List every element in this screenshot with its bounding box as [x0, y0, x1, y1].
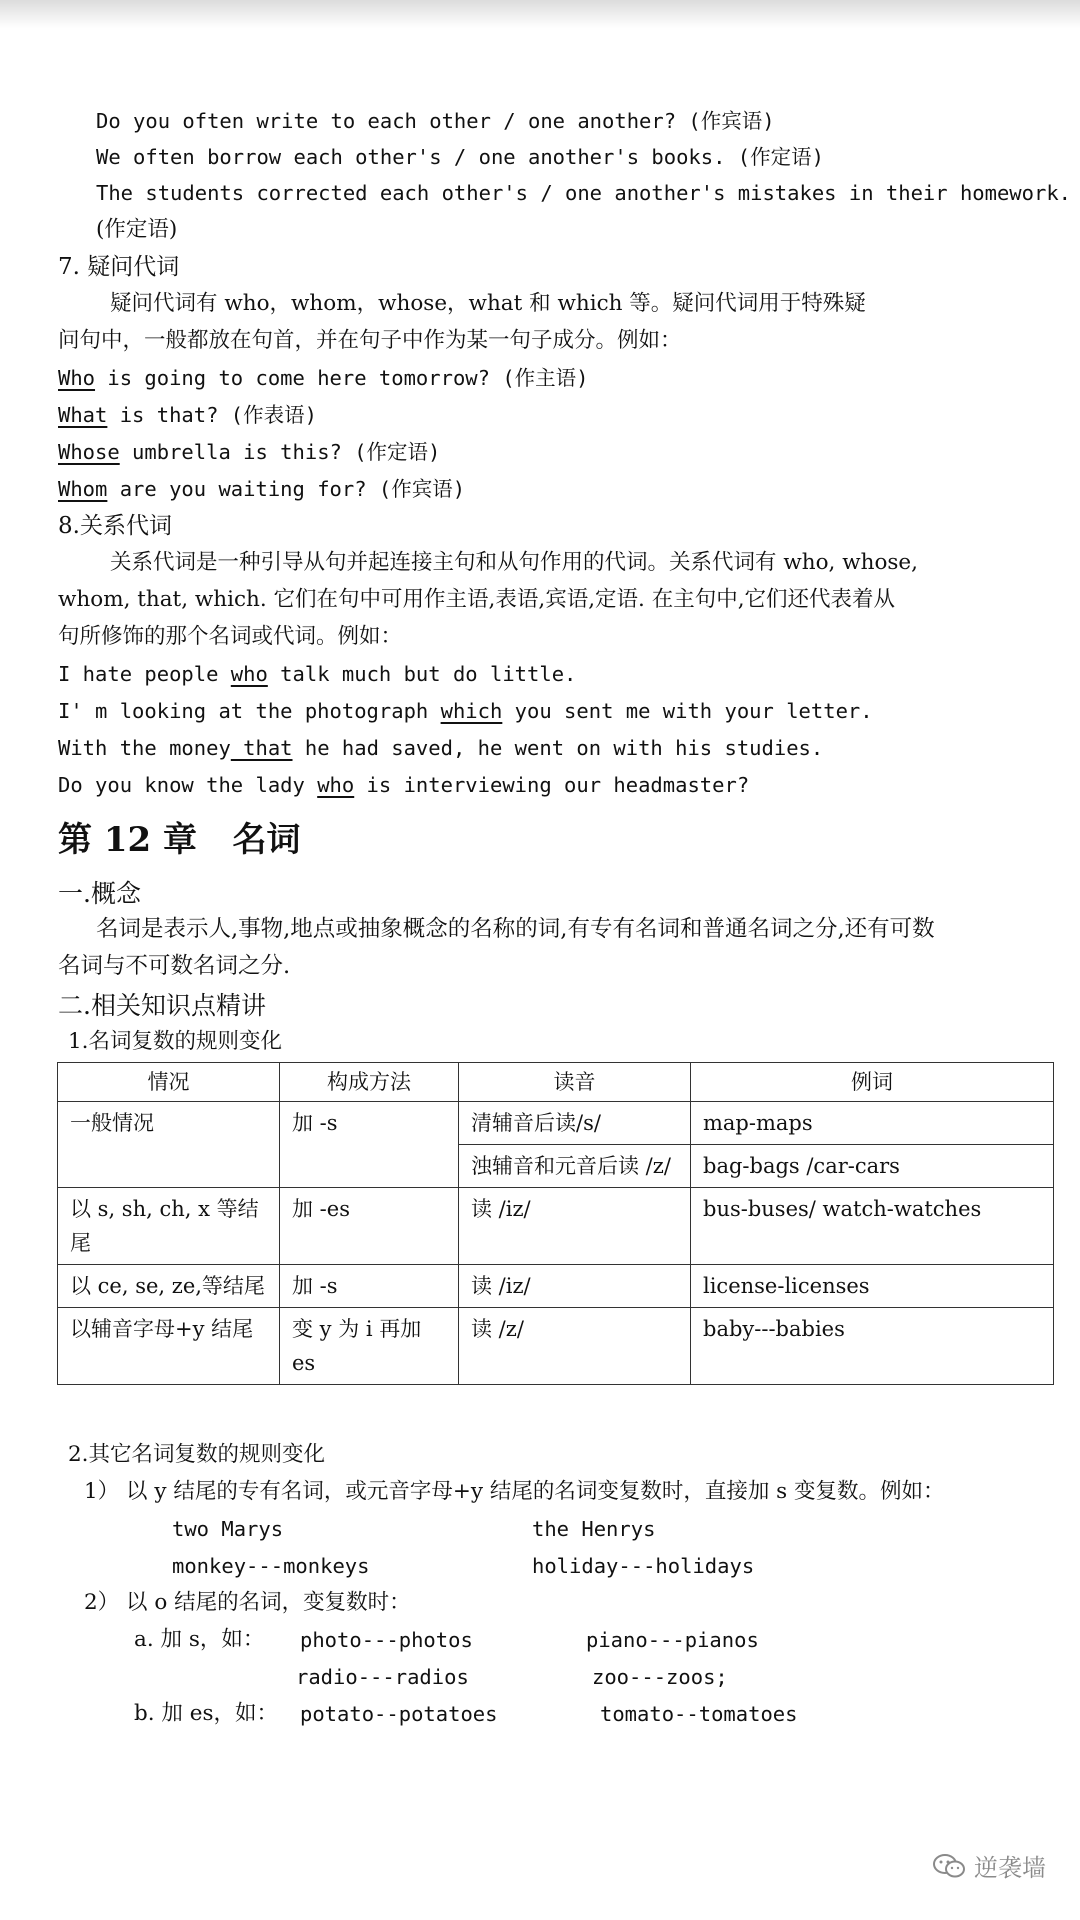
section-heading: 7. 疑问代词 [58, 254, 180, 280]
section-heading: 二.相关知识点精讲 [58, 991, 266, 1020]
list-item: 1） 以 y 结尾的专有名词，或元音字母+y 结尾的名词变复数时，直接加 s 变复数。例如： [84, 1479, 945, 1504]
table-cell: 读 /iz/ [459, 1188, 691, 1265]
text-line: We often borrow each other's / one another's books. (作定语) [96, 145, 824, 169]
section-heading: 一.概念 [58, 879, 141, 908]
example-word: potato--potatoes [300, 1702, 498, 1726]
text-line: (作定语) [96, 217, 178, 242]
example-word: tomato--tomatoes [600, 1702, 798, 1726]
underlined-word: which [440, 699, 503, 723]
table-header-cell: 例词 [691, 1063, 1054, 1102]
underlined-word: that [230, 736, 293, 760]
example-line: Who is going to come here tomorrow? (作主语) [58, 366, 589, 390]
table-cell: 一般情况 [58, 1102, 280, 1188]
paragraph: 名词是表示人,事物,地点或抽象概念的名称的词,有专有名词和普通名词之分,还有可数 [96, 916, 935, 942]
table-cell: 加 -s [280, 1265, 459, 1308]
example-word: zoo---zoos; [592, 1665, 728, 1689]
sub-list-label: b. 加 es，如： [134, 1701, 279, 1726]
table-cell: 浊辅音和元音后读 /z/ [459, 1145, 691, 1188]
wechat-icon [932, 1853, 966, 1879]
paragraph: 疑问代词有 who，whom，whose，what 和 which 等。疑问代词用于特殊疑 [110, 291, 866, 316]
underlined-word: Whom [58, 477, 108, 501]
table-row [58, 1308, 1054, 1385]
example-line: Whom are you waiting for? (作宾语) [58, 477, 466, 501]
list-item: 2） 以 o 结尾的名词，变复数时： [84, 1590, 411, 1615]
table-cell: bus-buses/ watch-watches [691, 1188, 1054, 1265]
plural-rules-table [57, 1062, 1054, 1385]
table-cell: 变 y 为 i 再加 es [280, 1308, 459, 1385]
sub-list-label: a. 加 s，如： [134, 1627, 265, 1652]
subsection-heading: 1.名词复数的规则变化 [68, 1029, 283, 1054]
table-cell: 读 /z/ [459, 1308, 691, 1385]
example-line: With the money that he had saved, he went on with his studies. [58, 736, 824, 760]
example-word: the Henrys [532, 1517, 656, 1541]
example-word: holiday---holidays [532, 1554, 755, 1578]
table-cell: map-maps [691, 1102, 1054, 1145]
example-line: What is that? (作表语) [58, 403, 317, 427]
example-line: I hate people who talk much but do little. [58, 662, 577, 686]
table-header-row [58, 1063, 1054, 1102]
table-cell: 读 /iz/ [459, 1265, 691, 1308]
table-row [58, 1265, 1054, 1308]
example-line: Do you know the lady who is interviewing our headmaster? [58, 773, 750, 797]
table-cell: 以 ce, se, ze,等结尾 [58, 1265, 280, 1308]
chapter-title: 第 12 章 名词 [58, 820, 301, 860]
paragraph: 名词与不可数名词之分. [58, 953, 291, 979]
underlined-word: Who [58, 366, 96, 390]
example-line: Whose umbrella is this? (作定语) [58, 440, 441, 464]
watermark-text: 逆袭墙 [974, 1854, 1046, 1882]
example-word: piano---pianos [586, 1628, 759, 1652]
table-cell: 清辅音后读/s/ [459, 1102, 691, 1145]
example-word: monkey---monkeys [172, 1554, 370, 1578]
table-row [58, 1102, 1054, 1145]
underlined-word: who [230, 662, 268, 686]
table-header-cell: 构成方法 [280, 1063, 459, 1102]
example-word: two Marys [172, 1517, 284, 1541]
text-line: Do you often write to each other / one another? (作宾语) [96, 109, 775, 133]
paragraph: 关系代词是一种引导从句并起连接主句和从句作用的代词。关系代词有 who, whose, [110, 550, 918, 575]
table-cell: 加 -es [280, 1188, 459, 1265]
underlined-word: who [317, 773, 355, 797]
table-header-cell: 读音 [459, 1063, 691, 1102]
example-word: photo---photos [300, 1628, 473, 1652]
underlined-word: Whose [58, 440, 120, 464]
watermark [932, 1848, 1046, 1883]
table-cell: 以辅音字母+y 结尾 [58, 1308, 280, 1385]
window-top-bar [0, 0, 1080, 28]
paragraph: 问句中，一般都放在句首，并在句子中作为某一句子成分。例如： [58, 328, 682, 353]
example-line: I' m looking at the photograph which you sent me with your letter. [58, 699, 873, 723]
table-cell: 以 s, sh, ch, x 等结尾 [58, 1188, 280, 1265]
text-line: The students corrected each other's / one another's mistakes in their homework. [96, 181, 1072, 205]
table-cell: 加 -s [280, 1102, 459, 1188]
subsection-heading: 2.其它名词复数的规则变化 [68, 1442, 326, 1467]
table-row [58, 1188, 1054, 1265]
section-heading: 8.关系代词 [58, 513, 172, 539]
table-cell: bag-bags /car-cars [691, 1145, 1054, 1188]
example-word: radio---radios [296, 1665, 469, 1689]
underlined-word: What [58, 403, 108, 427]
table-cell: baby---babies [691, 1308, 1054, 1385]
table-header-cell: 情况 [58, 1063, 280, 1102]
paragraph: 句所修饰的那个名词或代词。例如： [58, 624, 403, 649]
table-cell: license-licenses [691, 1265, 1054, 1308]
paragraph: whom, that, which. 它们在句中可用作主语,表语,宾语,定语. 在主句中,它们还代表着从 [58, 587, 896, 612]
